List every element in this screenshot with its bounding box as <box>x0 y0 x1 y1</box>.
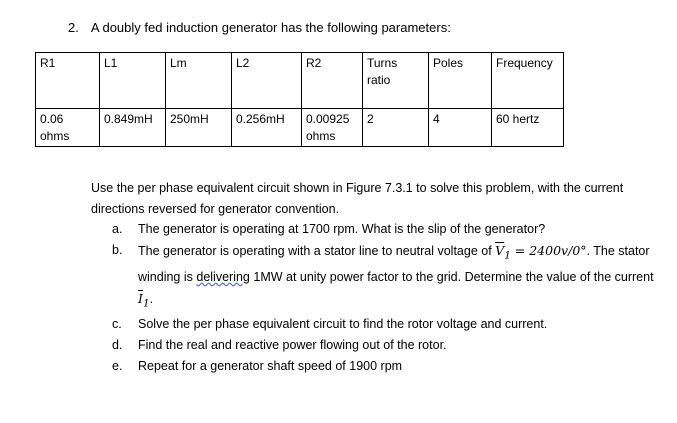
value-r1: 0.06 ohms <box>36 109 100 147</box>
table-header-row <box>36 53 564 109</box>
item-letter: e. <box>112 359 123 373</box>
item-text-end: . <box>149 291 154 306</box>
parameters-table <box>35 52 564 147</box>
item-text <box>138 240 672 314</box>
delivering-word: delivering <box>196 269 250 284</box>
sub-question-c <box>112 314 672 335</box>
value-l1: 0.849mH <box>100 109 166 147</box>
value-poles: 4 <box>429 109 492 147</box>
header-frequency: Frequency <box>492 53 564 109</box>
value-l2: 0.256mH <box>232 109 302 147</box>
sub-question-e <box>112 356 672 377</box>
header-l1: L1 <box>100 53 166 109</box>
item-text-part: . The stator winding is <box>138 244 650 284</box>
voltage-subscript: 1 <box>504 249 511 262</box>
item-text-part: 1MW at unity power factor to the grid. Determine the value of the current <box>249 269 654 284</box>
current-subscript: 1 <box>142 297 150 309</box>
header-lm: Lm <box>166 53 232 109</box>
question-number: 2. <box>68 20 79 35</box>
voltage-symbol: $\overline{V}$ <box>495 243 505 258</box>
item-text: Solve the per phase equivalent circuit to find the rotor voltage and current. <box>138 317 548 331</box>
sub-questions-list <box>112 219 672 377</box>
header-r1: R1 <box>36 53 100 109</box>
header-poles: Poles <box>429 53 492 109</box>
item-text: The generator is operating at 1700 rpm. What is the slip of the generator? <box>138 222 546 236</box>
current-symbol: $\overline{I}$ <box>138 290 143 306</box>
value-r2: 0.00925 ohms <box>302 109 363 147</box>
sub-question-b <box>112 240 672 314</box>
intro-paragraph: Use the per phase equivalent circuit shown in Figure 7.3.1 to solve this problem, with the current directions reversed for generator convention. <box>91 181 624 216</box>
voltage-value: = 2400v/0° <box>510 243 587 258</box>
value-turns-ratio: 2 <box>363 109 429 147</box>
item-letter: b. <box>112 243 123 257</box>
item-letter: a. <box>112 222 123 236</box>
sub-question-a <box>112 219 672 240</box>
header-turns-ratio: Turns ratio <box>363 53 429 109</box>
item-text-part: The generator is operating with a stator line to neutral voltage of <box>138 244 496 258</box>
header-r2: R2 <box>302 53 363 109</box>
item-text: Find the real and reactive power flowing out of the rotor. <box>138 338 447 352</box>
item-letter: c. <box>112 317 122 331</box>
header-l2: L2 <box>232 53 302 109</box>
value-lm: 250mH <box>166 109 232 147</box>
sub-question-d <box>112 335 672 356</box>
voltage-expression <box>495 243 587 262</box>
value-frequency: 60 hertz <box>492 109 564 147</box>
table-value-row <box>36 109 564 147</box>
item-text: Repeat for a generator shaft speed of 1900 rpm <box>138 359 403 373</box>
question-heading <box>68 20 451 35</box>
current-expression <box>138 290 150 309</box>
item-letter: d. <box>112 338 123 352</box>
question-title: A doubly fed induction generator has the following parameters: <box>90 20 451 35</box>
